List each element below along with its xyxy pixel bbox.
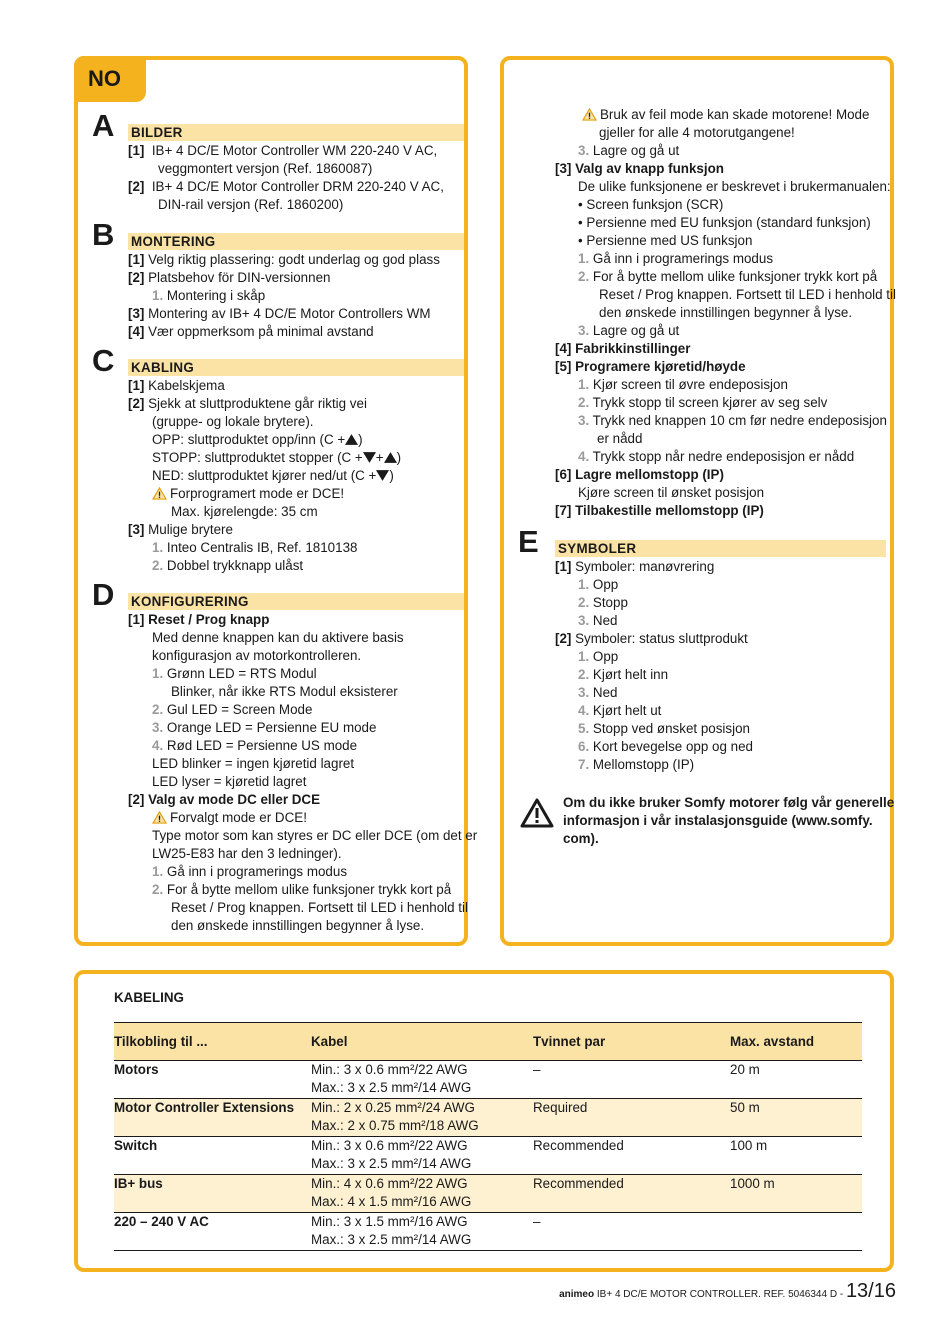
list-item: [2] Valg av mode DC eller DCE	[128, 792, 321, 807]
list-item: 2. Trykk stopp til screen kjører av seg selv	[578, 395, 828, 410]
page-footer	[559, 1280, 896, 1303]
list-item: (gruppe- og lokale brytere).	[152, 414, 314, 429]
list-item: [3] Mulige brytere	[128, 522, 233, 537]
page-number: 13/16	[845, 1280, 896, 1302]
table-cell: Switch	[114, 1137, 311, 1175]
list-item: 1. Grønn LED = RTS Modul	[152, 666, 317, 681]
table-row	[114, 1137, 862, 1175]
list-item: 1. Opp	[578, 577, 619, 592]
table-cell	[730, 1213, 862, 1251]
warning-icon	[520, 798, 554, 828]
table-cell: Min.: 3 x 1.5 mm²/16 AWG Max.: 3 x 2.5 mm²/14 AWG	[311, 1213, 533, 1251]
table-cell: Min.: 3 x 0.6 mm²/22 AWG Max.: 3 x 2.5 mm²/14 AWG	[311, 1061, 533, 1099]
list-item: • Persienne med EU funksjon (standard funksjon)	[578, 215, 871, 230]
table-cell: 50 m	[730, 1099, 862, 1137]
section-title-symboler: SYMBOLER	[555, 540, 886, 557]
list-item: • Persienne med US funksjon	[578, 233, 753, 248]
language-tag: NO	[74, 56, 146, 102]
arrow-up-icon	[345, 434, 358, 445]
table-cell: 100 m	[730, 1137, 862, 1175]
list-item: STOPP: sluttproduktet stopper (C + + )	[152, 450, 402, 465]
list-item: gjeller for alle 4 motorutgangene!	[599, 125, 795, 140]
list-item: [1] Symboler: manøvrering	[555, 559, 715, 574]
right-panel	[500, 56, 894, 946]
arrow-down-icon	[363, 452, 376, 463]
section-title-bilder: BILDER	[128, 124, 464, 141]
column-header: Max. avstand	[730, 1023, 862, 1061]
list-item: 3. Ned	[578, 613, 618, 628]
section-letter-b: B	[92, 217, 115, 252]
list-item: [4] Vær oppmerksom på minimal avstand	[128, 324, 374, 339]
list-item: LED blinker = ingen kjøretid lagret	[152, 756, 355, 771]
table-cell: Required	[533, 1099, 730, 1137]
list-item: 2. Kjørt helt inn	[578, 667, 669, 682]
list-item: 1. Gå inn i programerings modus	[152, 864, 348, 879]
table-row	[114, 1099, 862, 1137]
table-cell: Recommended	[533, 1175, 730, 1213]
list-item: [3] Montering av IB+ 4 DC/E Motor Controllers WM	[128, 306, 431, 321]
list-item: Type motor som kan styres er DC eller DCE (om det er	[152, 828, 478, 843]
table-cell: 20 m	[730, 1061, 862, 1099]
table-cell: Motor Controller Extensions	[114, 1099, 311, 1137]
section-letter-c: C	[92, 343, 115, 378]
section-letter-d: D	[92, 577, 115, 612]
table-cell: 1000 m	[730, 1175, 862, 1213]
table-cell: Min.: 3 x 0.6 mm²/22 AWG Max.: 3 x 2.5 mm²/14 AWG	[311, 1137, 533, 1175]
list-item: 2. For å bytte mellom ulike funksjoner trykk kort på	[578, 269, 878, 284]
list-item: 2. Gul LED = Screen Mode	[152, 702, 313, 717]
section-title-kabling: KABLING	[128, 359, 464, 376]
list-item: • Screen funksjon (SCR)	[578, 197, 724, 212]
column-header: Kabel	[311, 1023, 533, 1061]
list-item: 5. Stopp ved ønsket posisjon	[578, 721, 750, 736]
list-item: 2. For å bytte mellom ulike funksjoner trykk kort på	[152, 882, 452, 897]
warning-icon	[152, 487, 167, 500]
table-cell: –	[533, 1213, 730, 1251]
list-item: konfigurasjon av motorkontrolleren.	[152, 648, 362, 663]
list-item: [6] Lagre mellomstopp (IP)	[555, 467, 724, 482]
list-item: Blinker, når ikke RTS Modul eksisterer	[171, 684, 398, 699]
warning-line: Forvalgt mode er DCE!	[152, 809, 307, 827]
list-item: 1. Inteo Centralis IB, Ref. 1810138	[152, 540, 358, 555]
table-cell: –	[533, 1061, 730, 1099]
list-item: 3. Lagre og gå ut	[578, 323, 680, 338]
table-cell: Min.: 4 x 0.6 mm²/22 AWG Max.: 4 x 1.5 mm²/16 AWG	[311, 1175, 533, 1213]
list-item: 4. Rød LED = Persienne US mode	[152, 738, 358, 753]
list-item: [7] Tilbakestille mellomstopp (IP)	[555, 503, 764, 518]
list-item: LW25-E83 har den 3 ledninger).	[152, 846, 342, 861]
table-cell: Recommended	[533, 1137, 730, 1175]
list-item: 2. Dobbel trykknapp ulåst	[152, 558, 304, 573]
list-item: 1. Kjør screen til øvre endeposisjon	[578, 377, 788, 392]
arrow-down-icon	[376, 470, 389, 481]
list-item: 3. Trykk ned knappen 10 cm før nedre endeposisjon	[578, 413, 887, 428]
list-item: [5] Programere kjøretid/høyde	[555, 359, 746, 374]
list-item: [3] Valg av knapp funksjon	[555, 161, 724, 176]
list-item: [1] Reset / Prog knapp	[128, 612, 270, 627]
list-item: 1. Gå inn i programerings modus	[578, 251, 774, 266]
table-row	[114, 1213, 862, 1251]
footer-text: IB+ 4 DC/E MOTOR CONTROLLER. REF. 5046344 D -	[594, 1289, 846, 1300]
list-item: [4] Fabrikkinstillinger	[555, 341, 691, 356]
section-letter-a: A	[92, 108, 115, 143]
list-item: Med denne knappen kan du aktivere basis	[152, 630, 404, 645]
table-header-row	[114, 1023, 862, 1061]
note-text: com).	[563, 831, 599, 846]
list-item: den ønskede innstillingen begynner å lyse.	[599, 305, 853, 320]
warning-line: Bruk av feil mode kan skade motorene! Mode	[582, 106, 869, 124]
list-item: er nådd	[597, 431, 643, 446]
footer-brand: animeo	[559, 1289, 595, 1300]
table-cell: Motors	[114, 1061, 311, 1099]
list-item: [2] Symboler: status sluttprodukt	[555, 631, 748, 646]
column-header: Tvinnet par	[533, 1023, 730, 1061]
list-item: Reset / Prog knappen. Fortsett til LED i henhold til	[599, 287, 896, 302]
list-item: veggmontert versjon (Ref. 1860087)	[158, 161, 373, 176]
list-item: 6. Kort bevegelse opp og ned	[578, 739, 753, 754]
list-item: 2. Stopp	[578, 595, 628, 610]
list-item: Kjøre screen til ønsket posisjon	[578, 485, 765, 500]
list-item: OPP: sluttproduktet opp/inn (C + )	[152, 432, 363, 447]
section-title-konfigurering: KONFIGURERING	[128, 593, 464, 610]
list-item: 3. Orange LED = Persienne EU mode	[152, 720, 377, 735]
arrow-up-icon	[384, 452, 397, 463]
list-item: [1] IB+ 4 DC/E Motor Controller WM 220-240 V AC,	[128, 143, 438, 158]
list-item: DIN-rail versjon (Ref. 1860200)	[158, 197, 344, 212]
list-item: [2] IB+ 4 DC/E Motor Controller DRM 220-240 V AC,	[128, 179, 444, 194]
left-panel	[74, 56, 478, 946]
list-item: NED: sluttproduktet kjører ned/ut (C + )	[152, 468, 394, 483]
table-cell: IB+ bus	[114, 1175, 311, 1213]
list-item: Max. kjørelengde: 35 cm	[171, 504, 318, 519]
list-item: 3. Ned	[578, 685, 618, 700]
warning-icon	[582, 108, 597, 121]
table-cell: Min.: 2 x 0.25 mm²/24 AWG Max.: 2 x 0.75 mm²/18 AWG	[311, 1099, 533, 1137]
list-item: Reset / Prog knappen. Fortsett til LED i henhold til	[171, 900, 468, 915]
list-item: LED lyser = kjøretid lagret	[152, 774, 307, 789]
cabling-panel	[74, 970, 894, 1272]
section-title-montering: MONTERING	[128, 233, 464, 250]
list-item: 7. Mellomstopp (IP)	[578, 757, 695, 772]
table-title: KABELING	[114, 990, 184, 1005]
list-item: 3. Lagre og gå ut	[578, 143, 680, 158]
list-item: [1] Kabelskjema	[128, 378, 225, 393]
note-text: informasjon i vår instalasjonsguide (www.somfy.	[563, 813, 873, 828]
column-header: Tilkobling til ...	[114, 1023, 311, 1061]
list-item: 4. Trykk stopp når nedre endeposisjon er nådd	[578, 449, 855, 464]
warning-line: Forprogramert mode er DCE!	[152, 485, 344, 503]
list-item: [1] Velg riktig plassering: godt underlag og god plass	[128, 252, 440, 267]
warning-icon	[152, 811, 167, 824]
table-cell: 220 – 240 V AC	[114, 1213, 311, 1251]
list-item: [2] Sjekk at sluttproduktene går riktig vei	[128, 396, 367, 411]
list-item: den ønskede innstillingen begynner å lyse.	[171, 918, 425, 933]
list-item: [2] Platsbehov för DIN-versionnen	[128, 270, 331, 285]
table-row	[114, 1061, 862, 1099]
list-item: De ulike funksjonene er beskrevet i brukermanualen:	[578, 179, 891, 194]
list-item: 1. Opp	[578, 649, 619, 664]
note-text: Om du ikke bruker Somfy motorer følg vår generelle	[563, 795, 895, 810]
list-item: 4. Kjørt helt ut	[578, 703, 662, 718]
section-letter-e: E	[518, 524, 539, 559]
cabling-table	[114, 1022, 862, 1251]
table-row	[114, 1175, 862, 1213]
list-item: 1. Montering i skåp	[152, 288, 266, 303]
